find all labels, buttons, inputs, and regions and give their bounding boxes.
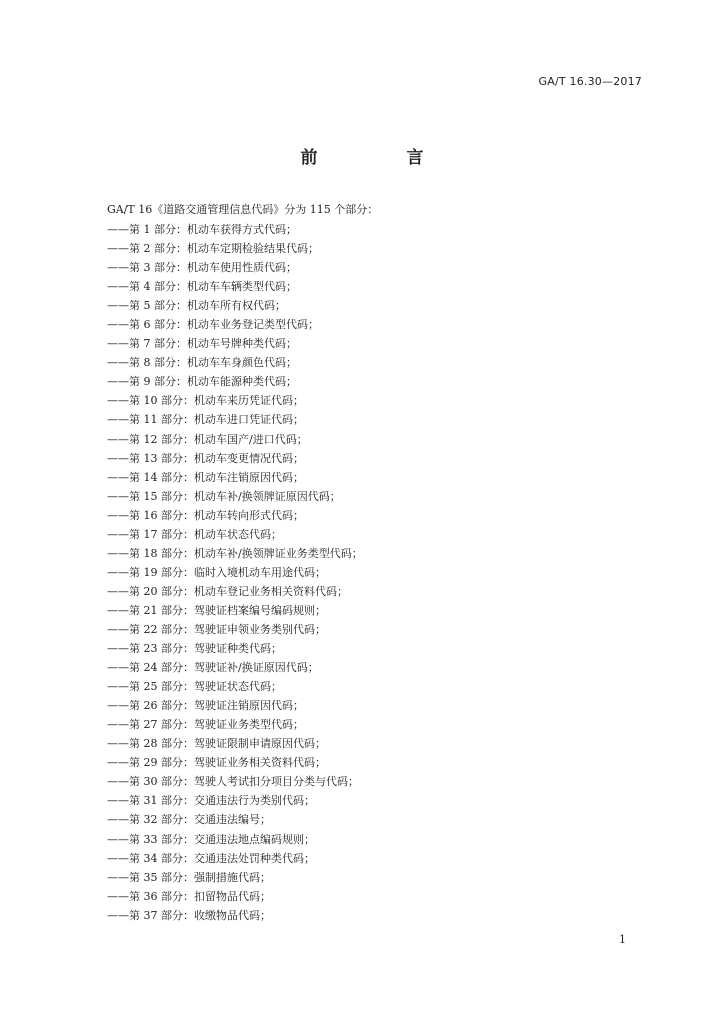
list-item: ——第 5 部分：机动车所有权代码； — [107, 299, 286, 313]
list-item: ——第 34 部分：交通违法处罚种类代码； — [107, 851, 315, 865]
list-item: ——第 23 部分：驾驶证种类代码； — [107, 642, 282, 656]
list-item: ——第 18 部分：机动车补/换领牌证业务类型代码； — [107, 546, 363, 560]
page-title: 前 言 — [300, 148, 460, 168]
list-item: ——第 10 部分：机动车来历凭证代码； — [107, 394, 304, 408]
list-item: ——第 32 部分：交通违法编号； — [107, 813, 271, 827]
list-item: ——第 9 部分：机动车能源种类代码； — [107, 375, 297, 389]
list-item: ——第 24 部分：驾驶证补/换证原因代码； — [107, 661, 319, 675]
list-item: ——第 30 部分：驾驶人考试扣分项目分类与代码； — [107, 775, 359, 789]
list-item: ——第 25 部分：驾驶证状态代码； — [107, 680, 282, 694]
list-item: ——第 20 部分：机动车登记业务相关资料代码； — [107, 584, 348, 598]
list-item: ——第 2 部分：机动车定期检验结果代码； — [107, 242, 319, 256]
list-item: ——第 26 部分：驾驶证注销原因代码； — [107, 699, 304, 713]
parts-list — [107, 220, 363, 925]
list-item: ——第 29 部分：驾驶证业务相关资料代码； — [107, 756, 326, 770]
list-item: ——第 12 部分：机动车国产/进口代码； — [107, 432, 308, 446]
list-item: ——第 11 部分：机动车进口凭证代码； — [107, 413, 304, 427]
list-item: ——第 8 部分：机动车车身颜色代码； — [107, 356, 297, 370]
list-item: ——第 19 部分：临时入境机动车用途代码； — [107, 565, 326, 579]
page-number: 1 — [619, 933, 626, 946]
list-item: ——第 15 部分：机动车补/换领牌证原因代码； — [107, 489, 341, 503]
list-item: ——第 36 部分：扣留物品代码； — [107, 889, 271, 903]
list-item: ——第 7 部分：机动车号牌种类代码； — [107, 337, 297, 351]
list-item: ——第 21 部分：驾驶证档案编号编码规则； — [107, 603, 326, 617]
list-item: ——第 14 部分：机动车注销原因代码； — [107, 470, 304, 484]
list-item: ——第 37 部分：收缴物品代码； — [107, 908, 271, 922]
list-item: ——第 35 部分：强制措施代码； — [107, 870, 271, 884]
intro-paragraph: GA/T 16《道路交通管理信息代码》分为 115 个部分： — [107, 203, 379, 216]
list-item: ——第 17 部分：机动车状态代码； — [107, 527, 282, 541]
list-item: ——第 6 部分：机动车业务登记类型代码； — [107, 318, 319, 332]
standard-code: GA/T 16.30—2017 — [538, 75, 642, 88]
list-item: ——第 4 部分：机动车车辆类型代码； — [107, 280, 297, 294]
list-item: ——第 28 部分：驾驶证限制申请原因代码； — [107, 737, 326, 751]
list-item: ——第 13 部分：机动车变更情况代码； — [107, 451, 304, 465]
list-item: ——第 31 部分：交通违法行为类别代码； — [107, 794, 315, 808]
list-item: ——第 33 部分：交通违法地点编码规则； — [107, 832, 315, 846]
list-item: ——第 27 部分：驾驶证业务类型代码； — [107, 718, 304, 732]
list-item: ——第 1 部分：机动车获得方式代码； — [107, 223, 297, 236]
list-item: ——第 22 部分：驾驶证申领业务类别代码； — [107, 622, 326, 636]
list-item: ——第 16 部分：机动车转向形式代码； — [107, 508, 304, 522]
list-item: ——第 3 部分：机动车使用性质代码； — [107, 261, 297, 275]
